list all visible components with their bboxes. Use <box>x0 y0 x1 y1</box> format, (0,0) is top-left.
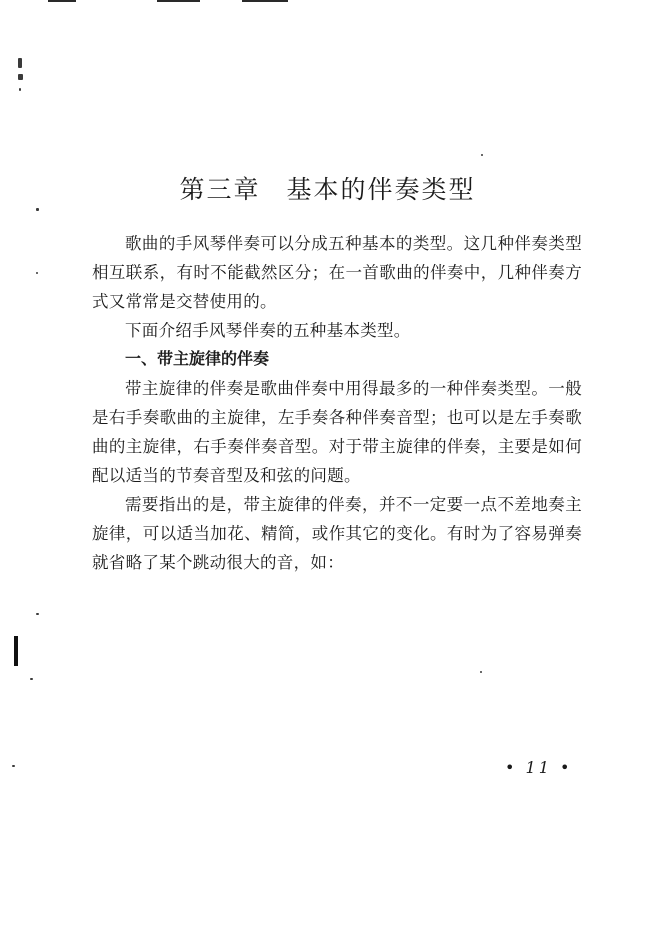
scan-speck <box>18 58 22 68</box>
scan-speck <box>36 613 39 615</box>
section-paragraph: 需要指出的是，带主旋律的伴奏，并不一定要一点不差地奏主旋律，可以适当加花、精简，或作其它的变化。有时为了容易弹奏就省略了某个跳动很大的音，如： <box>92 495 582 572</box>
chapter-number: 第三章 <box>179 175 261 204</box>
intro-paragraph: 下面介绍手风琴伴奏的五种基本类型。 <box>125 321 411 340</box>
scan-edge-line <box>48 0 76 2</box>
scan-speck <box>36 208 39 211</box>
section-paragraph: 带主旋律的伴奏是歌曲伴奏中用得最多的一种伴奏类型。一般是右手奏歌曲的主旋律，左手奏各种伴奏音型；也可以是左手奏歌曲的主旋律，右手奏伴奏音型。对于带主旋律的伴奏，主要是如何配以适当的节奏音型及和弦的问题。 <box>92 379 582 485</box>
margin-mark <box>14 636 18 666</box>
intro-paragraph: 歌曲的手风琴伴奏可以分成五种基本的类型。这几种伴奏类型相互联系，有时不能截然区分；在一首歌曲的伴奏中，几种伴奏方式又常常是交替使用的。 <box>92 234 582 311</box>
chapter-title <box>0 170 655 206</box>
scan-speck <box>18 74 23 80</box>
scan-speck <box>36 272 38 274</box>
scan-edge-line <box>242 0 288 2</box>
scan-speck <box>12 765 15 767</box>
scan-speck <box>480 671 482 673</box>
scan-speck <box>481 154 483 156</box>
chapter-title-text: 基本的伴奏类型 <box>286 175 476 204</box>
scan-speck <box>19 88 21 91</box>
scan-speck <box>30 678 33 680</box>
page-number: • 11 • <box>505 758 573 777</box>
scan-edge-line <box>157 0 200 2</box>
section-heading: 一、带主旋律的伴奏 <box>125 349 270 368</box>
